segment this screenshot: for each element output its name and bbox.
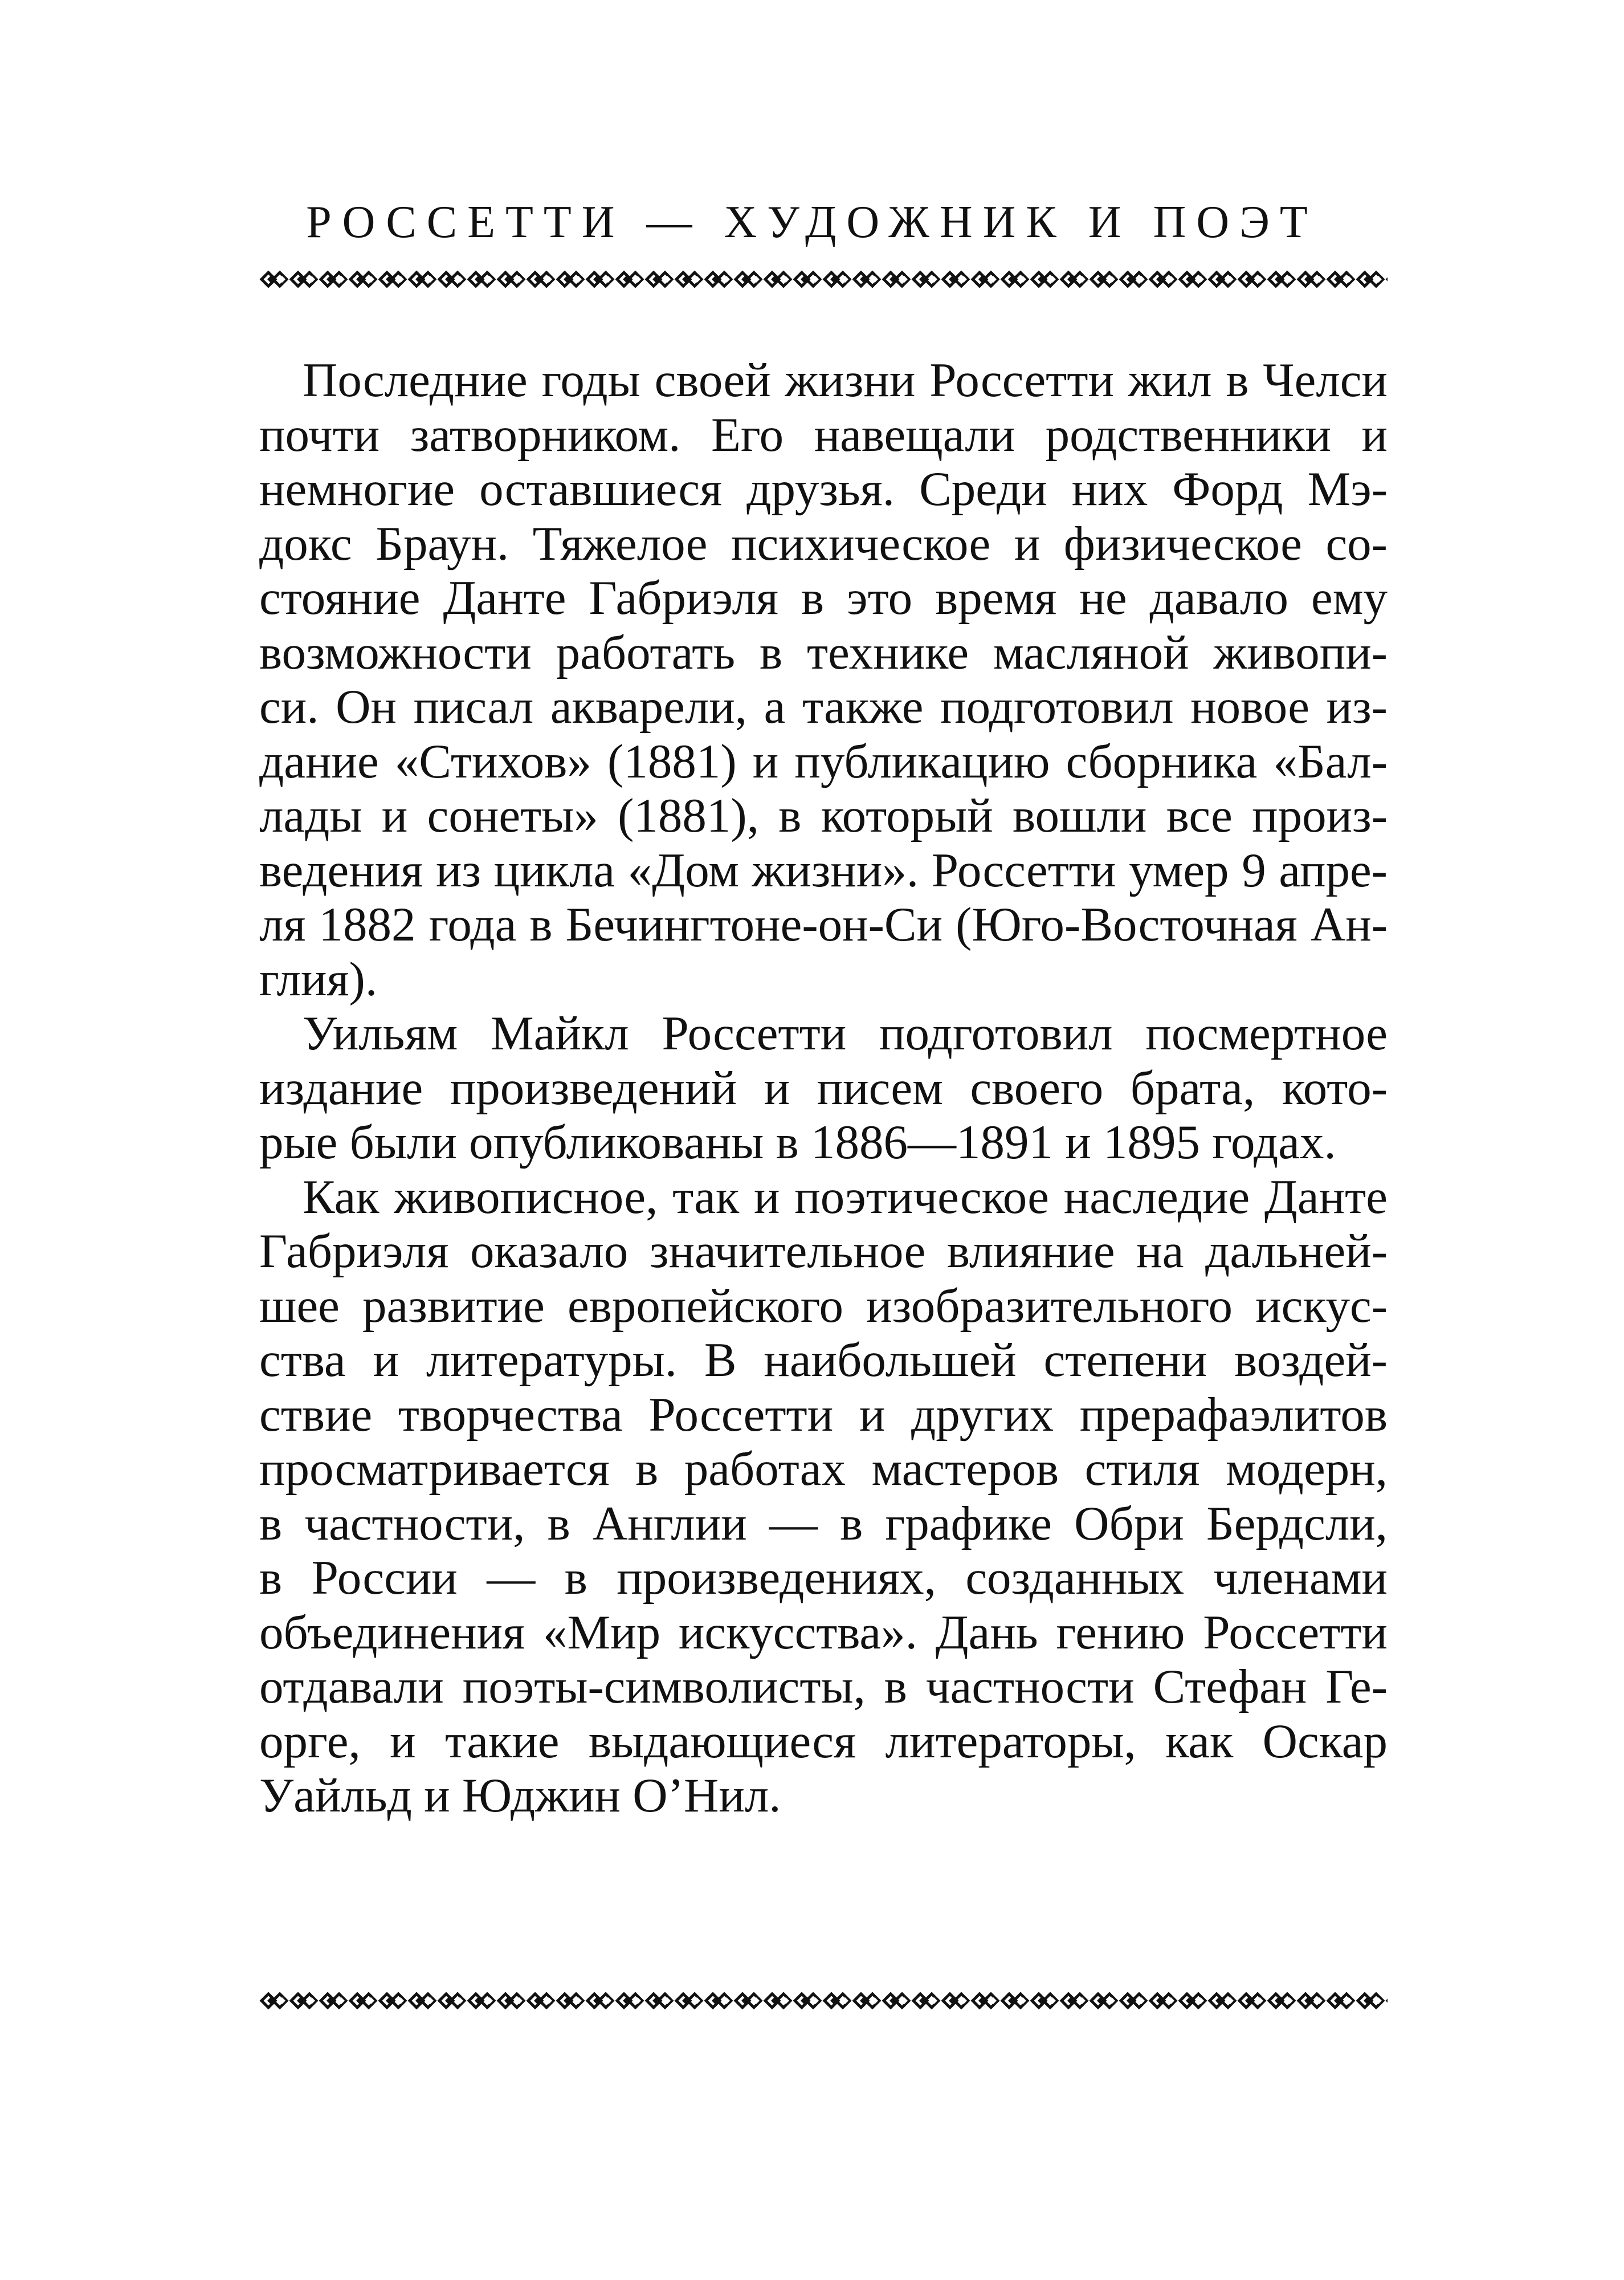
text-line: докс Браун. Тяжелое психическое и физическое со- (259, 516, 1388, 571)
running-head: РОССЕТТИ — ХУДОЖНИК И ПОЭТ (306, 197, 1318, 247)
text-line: ствие творчества Россетти и других прерафаэлитов (259, 1387, 1388, 1442)
text-line: почти затворником. Его навещали родственники и (259, 408, 1388, 462)
paragraph-1 (259, 353, 1388, 1007)
text-line: отдавали поэты-символисты, в частности Стефан Ге- (259, 1660, 1388, 1713)
text-line: ства и литературы. В наибольшей степени воздей- (259, 1333, 1388, 1387)
text-line: издание произведений и писем своего брата, кото- (259, 1061, 1388, 1115)
text-line: Уайльд и Юджин О’Нил. (259, 1769, 781, 1822)
text-line: просматривается в работах мастеров стиля модерн, (259, 1442, 1388, 1496)
text-line: дание «Стихов» (1881) и публикацию сборника «Бал- (259, 734, 1388, 788)
text-line: орге, и такие выдающиеся литераторы, как Оскар (259, 1714, 1388, 1768)
text-line: си. Он писал акварели, а также подготовил новое из- (259, 680, 1388, 734)
text-line: ля 1882 года в Бечингтоне-он-Си (Юго-Восточная Ан- (259, 898, 1388, 951)
knotwork-border-icon (259, 268, 1388, 291)
text-line: в частности, в Англии — в графике Обри Бердсли, (259, 1496, 1388, 1550)
text-line: стояние Данте Габриэля в это время не давало ему (259, 571, 1388, 625)
knotwork-border-icon (259, 1989, 1388, 2012)
paragraph-3 (259, 1170, 1388, 1823)
text-line: Уильям Майкл Россетти подготовил посмертное (303, 1007, 1388, 1060)
text-line: Как живописное, так и поэтическое наследие Данте (303, 1170, 1388, 1224)
text-line: немногие оставшиеся друзья. Среди них Форд Мэ- (259, 462, 1388, 516)
text-line: Габриэля оказало значительное влияние на дальней- (259, 1224, 1388, 1278)
text-line: глия). (259, 952, 378, 1006)
text-line: объединения «Мир искусства». Дань гению Россетти (259, 1605, 1388, 1659)
text-line: ведения из цикла «Дом жизни». Россетти умер 9 апре- (259, 843, 1388, 897)
text-line: Последние годы своей жизни Россетти жил в Челси (303, 353, 1388, 407)
body-text (259, 353, 1388, 1823)
text-line: возможности работать в технике масляной живопи- (259, 625, 1388, 679)
text-line: в России — в произведениях, созданных членами (259, 1551, 1388, 1605)
text-line: лады и сонеты» (1881), в который вошли все произ- (259, 789, 1388, 842)
text-line: рые были опубликованы в 1886—1891 и 1895 годах. (259, 1115, 1336, 1169)
text-line: шее развитие европейского изобразительного искус- (259, 1279, 1388, 1333)
paragraph-2 (259, 1007, 1388, 1170)
